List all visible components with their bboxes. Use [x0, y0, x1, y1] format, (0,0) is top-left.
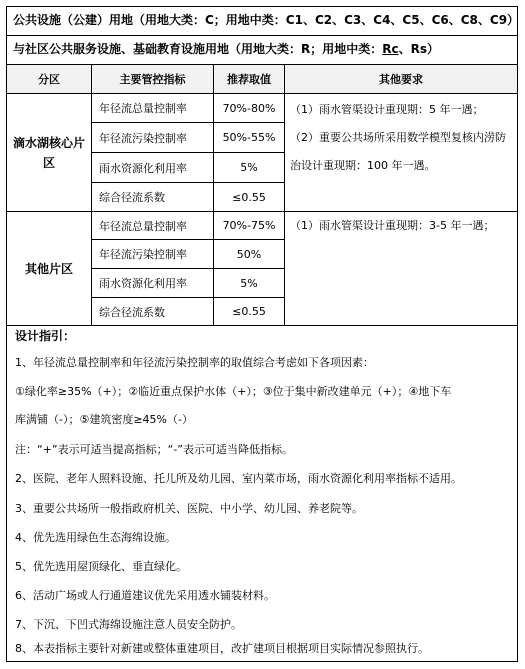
header-line-2-prefix: 与社区公共服务设施、基础教育设施用地（用地大类：R；用地中类： — [13, 42, 383, 56]
remark-line: （2）重要公共场所采用数学模型复核内涝防治设计重现期：100 年一遇。 — [290, 131, 506, 172]
col-header-value: 推荐取值 — [214, 65, 284, 93]
indicator-cell: 年径流总量控制率 — [99, 219, 187, 233]
guide-line: 1、年径流总量控制率和年径流污染控制率的取值综合考虑如下各项因素： — [15, 356, 374, 369]
guide-line: 注：“+”表示可适当提高指标；“-”表示可适当降低指标。 — [15, 443, 293, 456]
remarks-cell — [290, 96, 512, 180]
header-line-1: 公共设施（公建）用地（用地大类：C；用地中类：C1、C2、C3、C4、C5、C6、C8、C9） — [13, 13, 520, 27]
header-line-2-suffix: 、Rs） — [398, 42, 439, 56]
value-cell: 50%-55% — [222, 131, 276, 144]
value-cell: 70%-75% — [222, 219, 276, 232]
header-line-2 — [13, 40, 439, 57]
zone-name: 其他片区 — [24, 262, 73, 276]
guide-line: 2、医院、老年人照料设施、托儿所及幼儿园、室内菜市场，雨水资源化利用率指标不适用。 — [15, 472, 462, 485]
col-header-indicator: 主要管控指标 — [92, 65, 213, 93]
guide-line: 5、优先选用屋顶绿化、垂直绿化。 — [15, 560, 187, 573]
guide-line: 库满铺（-）；⑤建筑密度≥45%（-） — [15, 413, 193, 426]
guide-line: ①绿化率≥35%（+）；②临近重点保护水体（+）；③位于集中新改建单元（+）；④地下车 — [15, 385, 452, 398]
guide-line: 7、下沉、下凹式海绵设施注意人员安全防护。 — [15, 618, 242, 631]
guide-line: 3、重要公共场所一般指政府机关、医院、中小学、幼儿园、养老院等。 — [15, 502, 363, 515]
remark-line: （1）雨水管渠设计重现期：5 年一遇； — [290, 103, 484, 116]
indicator-cell: 综合径流系数 — [99, 191, 165, 204]
remarks-cell — [290, 212, 512, 240]
guide-line: 8、本表指标主要针对新建或整体重建项目，改扩建项目根据项目实际情况参照执行。 — [15, 642, 429, 655]
guide-line: 4、优先选用绿色生态海绵设施。 — [15, 531, 176, 544]
value-cell: 5% — [240, 276, 258, 290]
rule — [284, 64, 285, 325]
rule — [7, 35, 517, 36]
value-cell: ≤0.55 — [232, 190, 266, 204]
value-cell: 70%-80% — [222, 101, 276, 115]
indicator-cell: 年径流污染控制率 — [99, 248, 187, 261]
col-header-zone: 分区 — [7, 65, 91, 93]
header-line-2-rc: Rc — [382, 42, 399, 56]
standards-table-frame — [6, 6, 518, 662]
rule — [7, 325, 517, 326]
indicator-cell: 年径流污染控制率 — [99, 131, 187, 145]
value-cell: ≤0.55 — [232, 305, 266, 318]
col-header-remarks: 其他要求 — [285, 65, 517, 93]
indicator-cell: 雨水资源化利用率 — [99, 161, 187, 175]
value-cell: 50% — [236, 247, 262, 261]
indicator-cell: 雨水资源化利用率 — [99, 277, 187, 290]
indicator-cell: 综合径流系数 — [99, 305, 165, 319]
rule — [91, 64, 92, 325]
guide-line: 6、活动广场或人行通道建议优先采用透水铺装材料。 — [15, 589, 275, 602]
guide-title: 设计指引： — [15, 329, 76, 343]
value-cell: 5% — [240, 161, 258, 174]
remark-line: （1）雨水管渠设计重现期：3-5 年一遇； — [290, 219, 495, 232]
indicator-cell: 年径流总量控制率 — [99, 102, 187, 115]
zone-name: 滴水湖核心片区 — [12, 135, 85, 170]
